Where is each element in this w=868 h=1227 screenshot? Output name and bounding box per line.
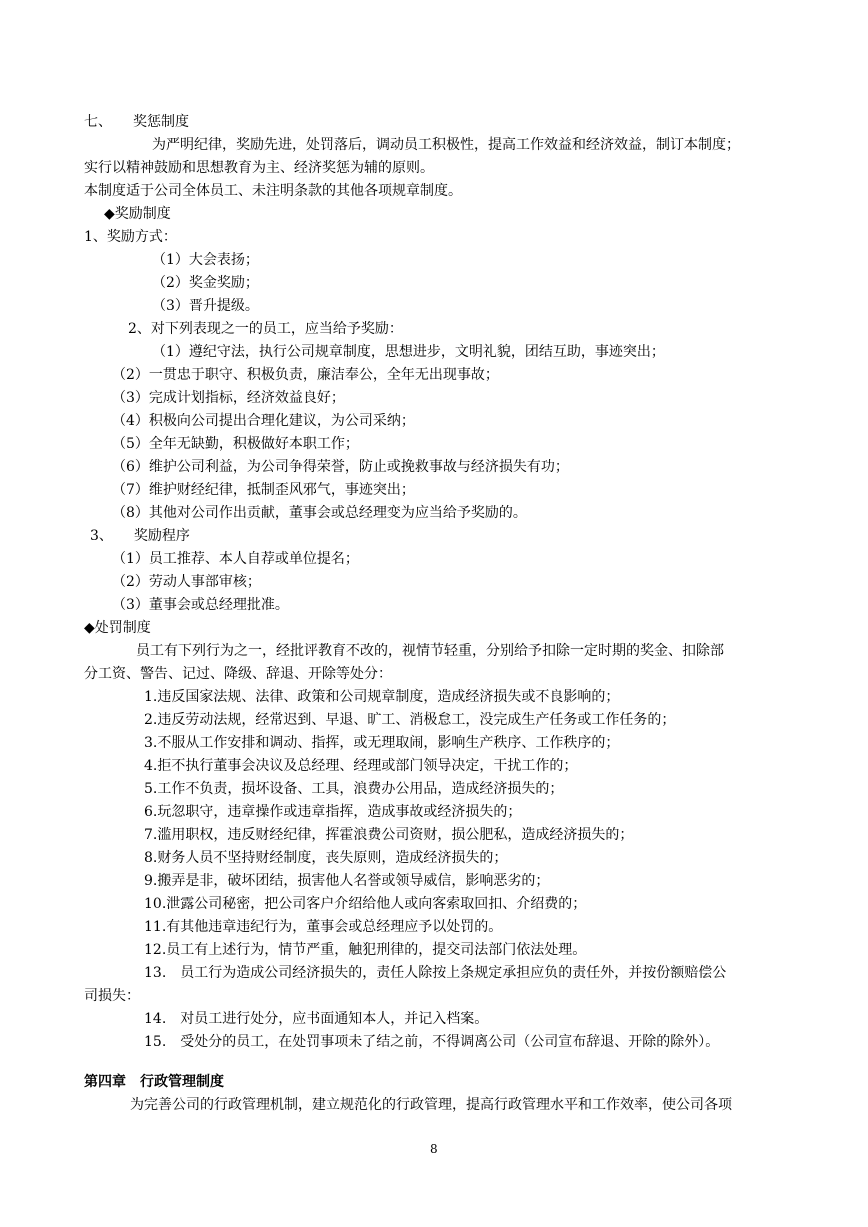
penalty-item: 7.滥用职权，违反财经纪律，挥霍浪费公司资财，损公肥私，造成经济损失的； [144, 827, 634, 843]
penalty-item: 4.拒不执行董事会决议及总经理、经理或部门领导决定，干扰工作的； [144, 758, 578, 774]
reward-procedure-item: （2）劳动人事部审核； [112, 574, 261, 590]
page-number: 8 [430, 1142, 438, 1156]
reward-conditions-title: 2、对下列表现之一的员工，应当给予奖励： [128, 321, 403, 337]
penalty-intro-line-1: 员工有下列行为之一，经批评教育不改的，视情节轻重，分别给予扣除一定时期的奖金、扣除部 [136, 643, 724, 659]
reward-procedure-item: （3）董事会或总经理批准。 [112, 597, 289, 613]
reward-condition-item: （7）维护财经纪律，抵制歪风邪气，事迹突出； [112, 482, 415, 498]
reward-condition-item: （8）其他对公司作出贡献，董事会或总经理变为应当给予奖励的。 [112, 505, 527, 521]
chapter-intro: 为完善公司的行政管理机制，建立规范化的行政管理，提高行政管理水平和工作效率，使公司各项 [130, 1097, 732, 1113]
penalty-intro-line-2: 分工资、警告、记过、降级、辞退、开除等处分： [84, 666, 392, 682]
section-heading: 七、 奖惩制度 [84, 114, 189, 130]
reward-condition-item: （1）遵纪守法，执行公司规章制度，思想进步，文明礼貌，团结互助，事迹突出； [152, 344, 665, 360]
reward-condition-item: （3）完成计划指标，经济效益良好； [112, 390, 345, 406]
reward-condition-item: （5）全年无缺勤，积极做好本职工作； [112, 436, 359, 452]
reward-method-item: （2）奖金奖励； [152, 275, 259, 291]
penalty-item: 9.搬弄是非，破坏团结，损害他人名誉或领导威信，影响恶劣的； [144, 873, 550, 889]
penalty-item: 8.财务人员不坚持财经制度，丧失原则，造成经济损失的； [144, 850, 508, 866]
reward-method-item: （3）晋升提级。 [152, 298, 259, 314]
penalty-item: 11.有其他违章违纪行为，董事会或总经理应予以处罚的。 [144, 919, 503, 935]
reward-procedure-item: （1）员工推荐、本人自荐或单位提名； [112, 551, 359, 567]
reward-condition-item: （4）积极向公司提出合理化建议，为公司采纳； [112, 413, 415, 429]
penalty-title: ◆处罚制度 [84, 620, 151, 636]
penalty-item: 3.不服从工作安排和调动、指挥，或无理取闹，影响生产秩序、工作秩序的； [144, 735, 620, 751]
penalty-item: 10.泄露公司秘密，把公司客户介绍给他人或向客索取回扣、介绍费的； [144, 896, 587, 912]
reward-procedure-title: 3、 奖励程序 [90, 528, 190, 544]
reward-method-item: （1）大会表扬； [152, 252, 259, 268]
penalty-item: 1.违反国家法规、法律、政策和公司规章制度，造成经济损失或不良影响的； [144, 689, 620, 705]
penalty-item-13-line-2: 司损失： [84, 988, 140, 1004]
chapter-heading: 第四章 行政管理制度 [84, 1074, 224, 1090]
penalty-item-15: 15. 受处分的员工，在处罚事项未了结之前，不得调离公司（公司宣布辞退、开除的除外）。 [144, 1034, 720, 1050]
penalty-item: 6.玩忽职守，违章操作或违章指挥，造成事故或经济损失的； [144, 804, 522, 820]
penalty-item: 12.员工有上述行为，情节严重，触犯刑律的，提交司法部门依法处理。 [144, 942, 587, 958]
penalty-item-13-line-1: 13. 员工行为造成公司经济损失的，责任人除按上条规定承担应负的责任外，并按份额赔偿公 [144, 965, 727, 981]
penalty-item: 2.违反劳动法规，经常迟到、早退、旷工、消极怠工，没完成生产任务或工作任务的； [144, 712, 676, 728]
reward-title: ◆奖励制度 [104, 206, 171, 222]
reward-methods-title: 1、奖励方式： [84, 229, 177, 245]
section-intro-line-1: 为严明纪律，奖励先进，处罚落后，调动员工积极性，提高工作效益和经济效益，制订本制度； [152, 137, 740, 153]
penalty-item-14: 14. 对员工进行处分，应书面通知本人，并记入档案。 [144, 1011, 489, 1027]
reward-condition-item: （6）维护公司利益，为公司争得荣誉，防止或挽救事故与经济损失有功； [112, 459, 569, 475]
section-intro-line-2: 实行以精神鼓励和思想教育为主、经济奖惩为辅的原则。 [84, 160, 434, 176]
reward-condition-item: （2）一贯忠于职守、积极负责，廉洁奉公，全年无出现事故； [112, 367, 499, 383]
penalty-item: 5.工作不负责，损坏设备、工具，浪费办公用品，造成经济损失的； [144, 781, 564, 797]
section-scope: 本制度适于公司全体员工、未注明条款的其他各项规章制度。 [84, 183, 462, 199]
